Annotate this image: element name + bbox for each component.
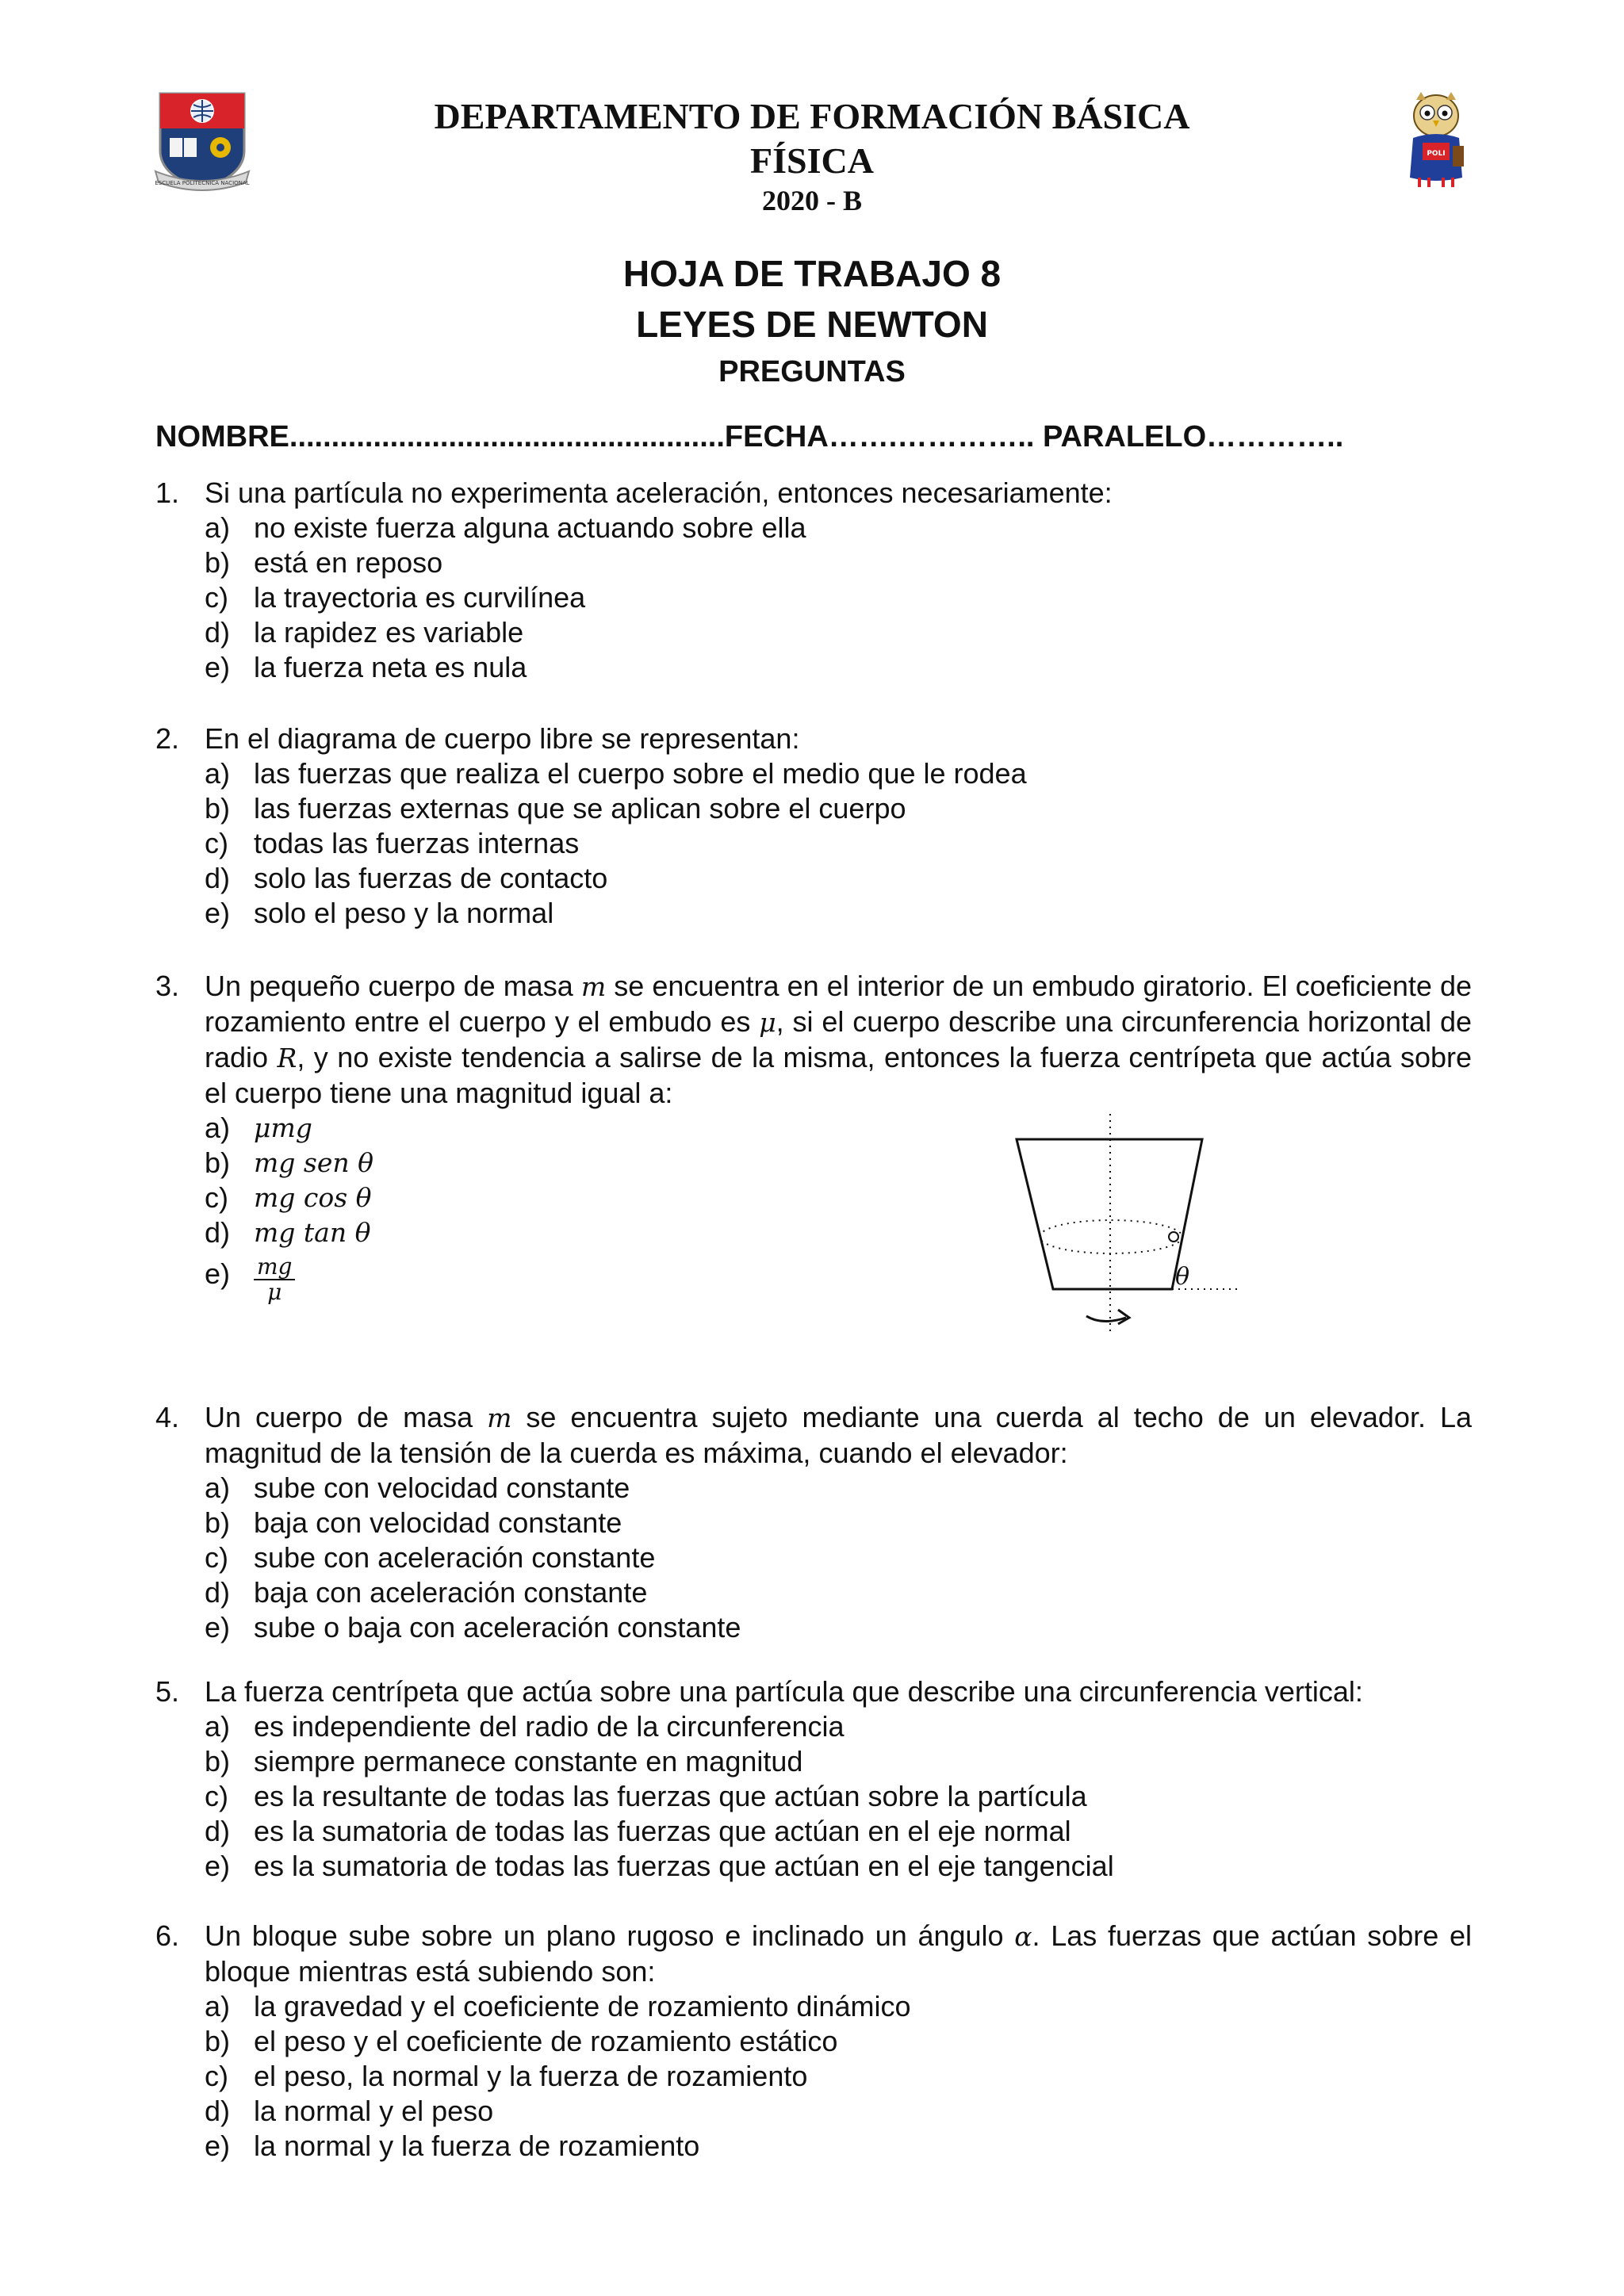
option-c: c) es la resultante de todas las fuerzas que actúan sobre la partícula: [205, 1780, 1087, 1812]
option-e: e) $\frac{mg}{\mu}$: [205, 1250, 1472, 1298]
option-e: e) sube o baja con aceleración constante: [205, 1611, 741, 1644]
question-1: [155, 476, 1472, 685]
option-d: d) solo las fuerzas de contacto: [205, 862, 608, 894]
fraction: $\frac{mg}{\mu}$: [254, 1255, 295, 1304]
question-number: 4.: [155, 1401, 180, 1433]
option-a: a) sube con velocidad constante: [205, 1471, 630, 1504]
options-list: [205, 756, 1472, 931]
option-d: d) la normal y el peso: [205, 2095, 494, 2127]
option-b: b) baja con velocidad constante: [205, 1506, 622, 1539]
option-a: a) es independiente del radio de la circunferencia: [205, 1710, 845, 1743]
option-a: a) no existe fuerza alguna actuando sobre ella: [205, 511, 806, 544]
question-4: [155, 1400, 1472, 1645]
option-d: d) es la sumatoria de todas las fuerzas que actúan en el eje normal: [205, 1815, 1071, 1847]
department-heading: DEPARTAMENTO DE FORMACIÓN BÁSICA: [434, 96, 1190, 136]
term-heading: 2020 - B: [762, 185, 862, 216]
option-e: e) es la sumatoria de todas las fuerzas que actúan en el eje tangencial: [205, 1850, 1114, 1882]
option-d: d) mg tan θ: [205, 1216, 371, 1249]
option-a: a) μmg: [205, 1112, 312, 1144]
option-e: e) solo el peso y la normal: [205, 897, 554, 929]
worksheet-topic: LEYES DE NEWTON: [636, 304, 988, 345]
question-number: 1.: [155, 476, 180, 509]
worksheet-section: PREGUNTAS: [718, 355, 906, 388]
option-b: b) mg sen θ: [205, 1146, 373, 1179]
options-list: [205, 1989, 1472, 2164]
question-3: [155, 969, 1473, 1305]
option-b: b) el peso y el coeficiente de rozamiento estático: [205, 2025, 838, 2057]
question-5: [155, 1674, 1472, 1884]
option-d: d) la rapidez es variable: [205, 616, 524, 649]
rotating-funnel-figure: [999, 1110, 1253, 1348]
question-6: [155, 1919, 1472, 2164]
right-logo-text: POLI: [1427, 150, 1446, 158]
option-b: b) siempre permanece constante en magnitud: [205, 1745, 803, 1777]
question-number: 3.: [155, 970, 180, 1002]
option-b: b) está en reposo: [205, 546, 443, 579]
question-text: Si una partícula no experimenta aceleración, entonces necesariamente:: [205, 476, 1113, 509]
option-a: a) la gravedad y el coeficiente de rozamiento dinámico: [205, 1990, 911, 2022]
question-2: [155, 721, 1472, 931]
option-e: e) la normal y la fuerza de rozamiento: [205, 2130, 700, 2162]
options-list: [205, 1709, 1472, 1884]
question-text: Un pequeño cuerpo de masa m se encuentra en el interior de un embudo giratorio. El coeficiente de rozamiento entre el cuerpo y el embudo es μ, si el cuerpo describe una circunferencia horizontal de radio R, y no existe tendencia a salirse de la misma, entonces la fuerza centrípeta que actúa sobre el cuerpo tiene una magnitud igual a:: [205, 970, 1473, 1109]
options-list: [205, 1111, 1472, 1305]
left-logo-text: ESCUELA POLITÉCNICA NACIONAL: [155, 180, 250, 186]
option-c: c) mg cos θ: [205, 1181, 372, 1214]
option-c: c) la trayectoria es curvilínea: [205, 581, 586, 614]
subject-heading: FÍSICA: [750, 140, 874, 181]
option-c: c) todas las fuerzas internas: [205, 827, 580, 859]
question-text: Un bloque sube sobre un plano rugoso e inclinado un ángulo α. Las fuerzas que actúan sobre el bloque mientras está subiendo son:: [205, 1919, 1472, 1988]
angle-theta-label: θ: [1175, 1263, 1190, 1291]
option-e: e) la fuerza neta es nula: [205, 651, 527, 683]
option-c: c) el peso, la normal y la fuerza de rozamiento: [205, 2060, 808, 2092]
option-c: c) sube con aceleración constante: [205, 1541, 656, 1574]
option-b: b) las fuerzas externas que se aplican sobre el cuerpo: [205, 792, 906, 825]
option-d: d) baja con aceleración constante: [205, 1576, 648, 1609]
question-number: 5.: [155, 1675, 180, 1708]
option-a: a) las fuerzas que realiza el cuerpo sobre el medio que le rodea: [205, 757, 1027, 790]
question-text: La fuerza centrípeta que actúa sobre una partícula que describe una circunferencia vertical:: [205, 1675, 1363, 1708]
worksheet-title: HOJA DE TRABAJO 8: [622, 253, 1002, 294]
question-text: En el diagrama de cuerpo libre se representan:: [205, 722, 800, 755]
options-list: [205, 511, 1472, 685]
student-info-line: NOMBRE....................................................FECHA…….………….. PARALELO…………..: [155, 420, 1344, 453]
question-number: 6.: [155, 1919, 180, 1952]
question-text: Un cuerpo de masa m se encuentra sujeto mediante una cuerda al techo de un elevador. La magnitud de la tensión de la cuerda es máxima, cuando el elevador:: [205, 1401, 1472, 1469]
question-number: 2.: [155, 722, 180, 755]
options-list: [205, 1471, 1472, 1645]
